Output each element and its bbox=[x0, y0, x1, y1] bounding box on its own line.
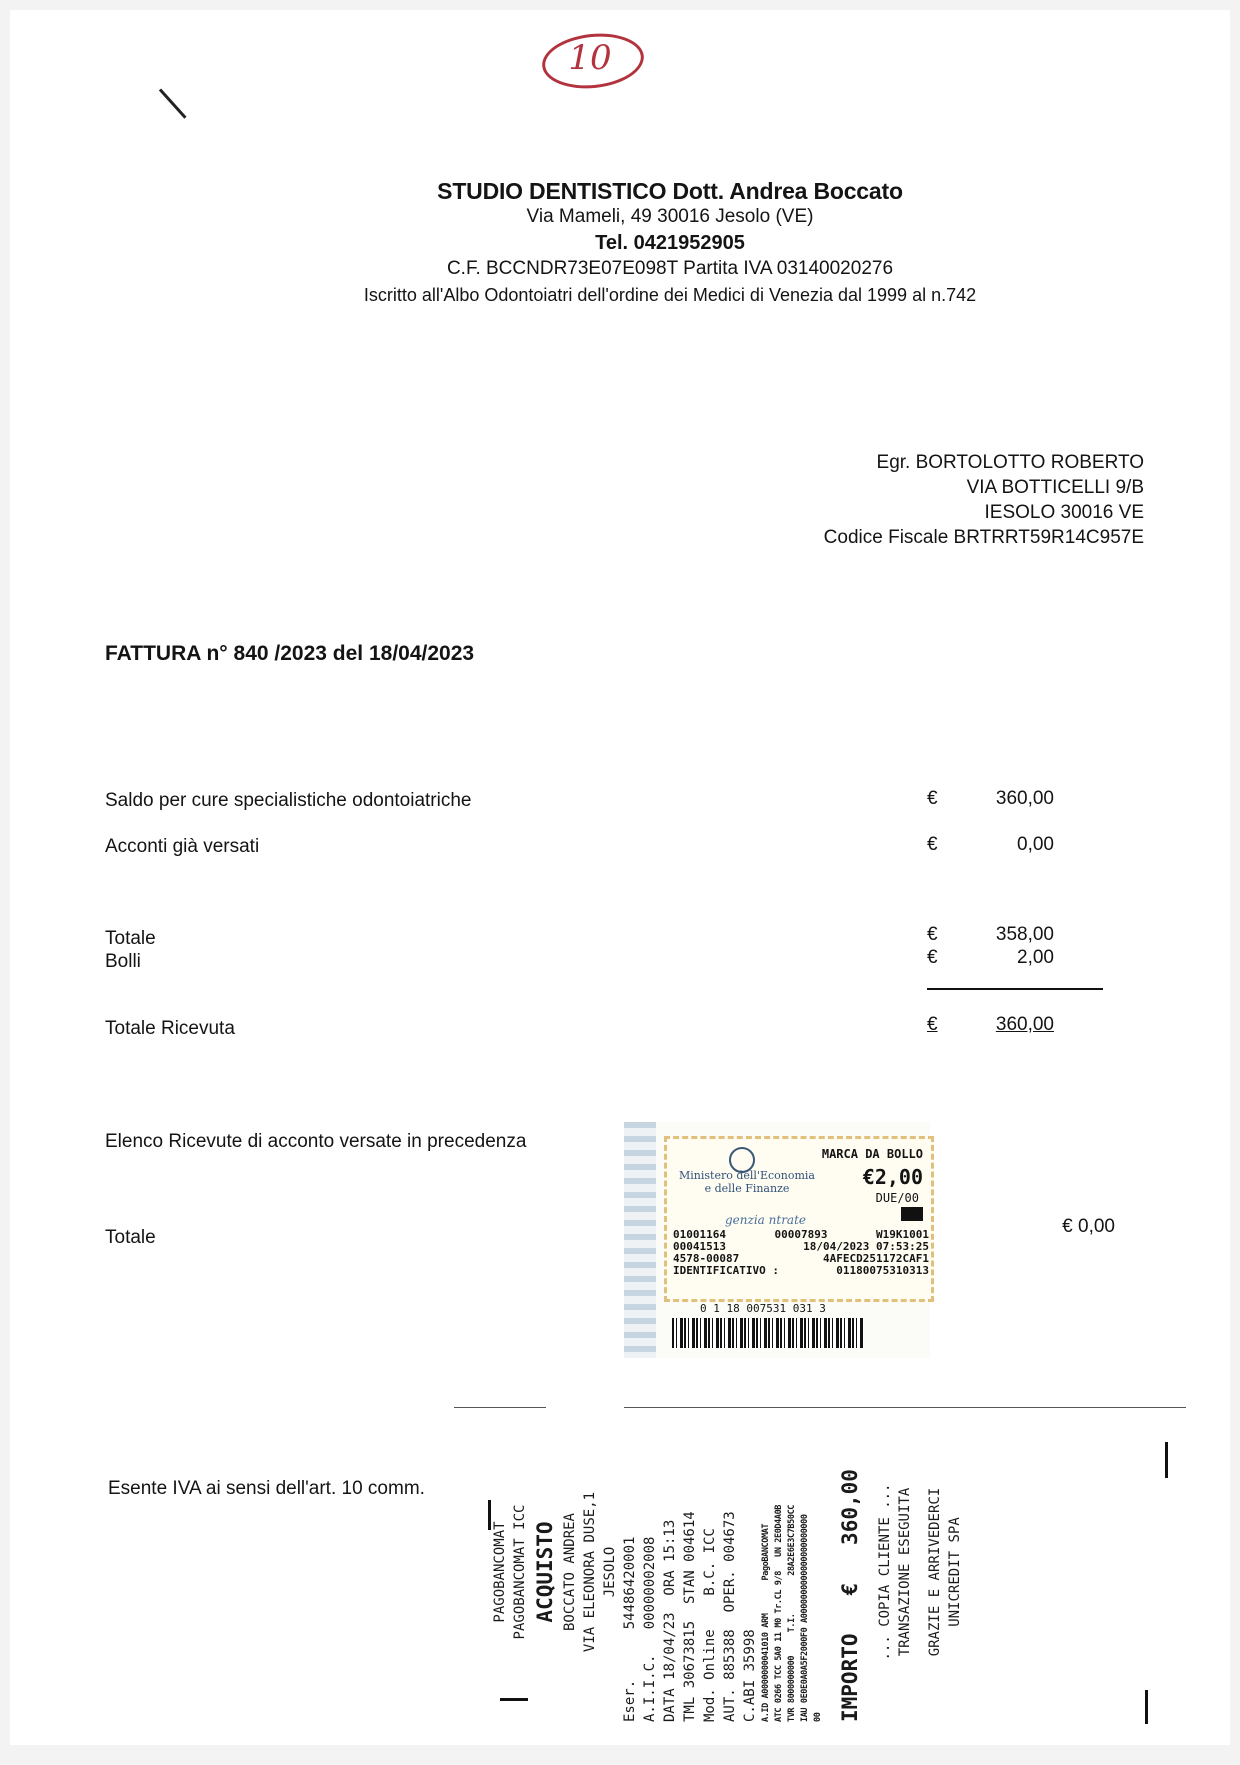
receipt-emv-line: A.ID A0000000041010 ARM PagoBANCOMAT bbox=[761, 1523, 771, 1722]
pen-mark bbox=[159, 88, 187, 118]
stamp-codes bbox=[673, 1229, 929, 1277]
deposits-label: Elenco Ricevute di acconto versate in precedenza bbox=[105, 1131, 527, 1152]
stamp-code: 00041513 bbox=[673, 1240, 726, 1253]
pos-receipt bbox=[490, 1422, 1170, 1722]
receipt-line: DATA 18/04/23 ORA 15:13 bbox=[662, 1519, 678, 1722]
receipt-line: TML 30673815 STAN 004614 bbox=[682, 1511, 698, 1722]
stamp-agency: genzia ntrate bbox=[725, 1213, 807, 1227]
stamp-code: IDENTIFICATIVO : bbox=[673, 1264, 779, 1277]
barcode-number: 0 1 18 007531 031 3 bbox=[700, 1302, 826, 1315]
receipt-heading: ACQUISTO bbox=[533, 1521, 557, 1623]
letterhead bbox=[10, 178, 1240, 308]
studio-registration: Iscritto all'Albo Odontoiatri dell'ordine dei Medici di Venezia dal 1999 al n.742 bbox=[363, 285, 977, 305]
receipt-emv-line: IAU 0E0E0A0A5F2000F0 A0000000000000000000000 bbox=[800, 1514, 810, 1722]
stamp-ministry: Ministero dell'Economia e delle Finanze bbox=[679, 1169, 815, 1195]
recipient-city: IESOLO 30016 VE bbox=[984, 502, 1144, 523]
invoice-page bbox=[10, 10, 1230, 1745]
stamp-code: 01001164 bbox=[673, 1228, 726, 1241]
receipt-bank: UNICREDIT SPA bbox=[947, 1517, 963, 1627]
receipt-amount-value: 360,00 bbox=[838, 1469, 862, 1545]
line-item-label: Acconti già versati bbox=[105, 836, 260, 857]
receipt-line: Mod. Online B.C. ICC bbox=[702, 1528, 718, 1722]
stamp-redaction-block bbox=[901, 1207, 923, 1221]
receipt-thanks: GRAZIE E ARRIVEDERCI bbox=[927, 1487, 943, 1657]
stamp-code: W19K1001 bbox=[876, 1228, 929, 1241]
bolli-label: Bolli bbox=[105, 951, 141, 972]
vat-exemption-note: Esente IVA ai sensi dell'art. 10 comm. bbox=[108, 1478, 425, 1499]
recipient-block bbox=[824, 450, 1144, 550]
receipt-line: C.ABI 35998 bbox=[742, 1629, 758, 1722]
divider-line bbox=[624, 1407, 1186, 1408]
stamp-code: 18/04/2023 07:53:25 bbox=[803, 1240, 929, 1253]
line-item-amount: 0,00 bbox=[1017, 834, 1054, 855]
receipt-line: PAGOBANCOMAT ICC bbox=[512, 1504, 528, 1640]
stamp-body bbox=[664, 1136, 934, 1302]
receipt-emv-line: TVR 8000000000 T.I. 28A2E6E3C7B50CC bbox=[787, 1504, 797, 1722]
barcode-icon bbox=[672, 1318, 864, 1348]
deposits-total-value: € 0,00 bbox=[1062, 1216, 1115, 1237]
bolli-currency: € bbox=[927, 947, 938, 968]
stamp-value-words: DUE/00 bbox=[875, 1191, 919, 1205]
totale-amount: 358,00 bbox=[995, 924, 1054, 945]
bolli-amount: 2,00 bbox=[1017, 947, 1054, 968]
invoice-title: FATTURA n° 840 /2023 del 18/04/2023 bbox=[105, 642, 475, 665]
receipt-emv-line: ATC 0266 TCC 5A0 11 M0 Tr.CL 9/8 UN 2E0D4A0B bbox=[774, 1504, 784, 1722]
line-item-label: Saldo per cure specialistiche odontoiatriche bbox=[105, 790, 472, 811]
recipient-tax-code: Codice Fiscale BRTRRT59R14C957E bbox=[823, 527, 1144, 548]
studio-address: Via Mameli, 49 30016 Jesolo (VE) bbox=[526, 206, 814, 227]
stamp-title: MARCA DA BOLLO bbox=[821, 1147, 923, 1161]
totale-ricevuta-currency: € bbox=[927, 1014, 938, 1035]
stamp-hologram-strip bbox=[624, 1122, 656, 1358]
stamp-code: 00007893 bbox=[774, 1228, 828, 1241]
receipt-amount-label: IMPORTO bbox=[838, 1633, 862, 1722]
receipt-line: AUT. 885388 OPER. 004673 bbox=[722, 1511, 738, 1722]
page-number-annotation bbox=[542, 30, 642, 94]
revenue-stamp bbox=[624, 1122, 930, 1358]
receipt-line: A.I.I.C. 00000002008 bbox=[642, 1536, 658, 1722]
receipt-line: PAGOBANCOMAT bbox=[492, 1521, 508, 1623]
totale-ricevuta-amount: 360,00 bbox=[995, 1014, 1054, 1035]
receipt-emv-line: 00 bbox=[813, 1712, 823, 1722]
receipt-amount-row bbox=[835, 1422, 865, 1722]
studio-tax-codes: C.F. BCCNDR73E07E098T Partita IVA 03140020276 bbox=[446, 258, 894, 279]
receipt-line: VIA ELEONORA DUSE,1 bbox=[582, 1491, 598, 1653]
line-item-currency: € bbox=[927, 834, 938, 855]
stamp-value: €2,00 bbox=[862, 1165, 923, 1189]
receipt-line: BOCCATO ANDREA bbox=[562, 1513, 578, 1632]
studio-name: STUDIO DENTISTICO Dott. Andrea Boccato bbox=[437, 178, 903, 204]
totale-label: Totale bbox=[105, 928, 156, 949]
stamp-code: 4AFECD251172CAF1 bbox=[823, 1252, 929, 1265]
stamp-code: 01180075310313 bbox=[836, 1264, 929, 1277]
sum-divider bbox=[927, 988, 1103, 990]
recipient-name: Egr. BORTOLOTTO ROBERTO bbox=[876, 452, 1144, 473]
receipt-line: JESOLO bbox=[602, 1546, 618, 1598]
line-item-amount: 360,00 bbox=[995, 788, 1054, 809]
deposits-total-label: Totale bbox=[105, 1227, 156, 1248]
receipt-line: Eser. 54486420001 bbox=[622, 1536, 638, 1722]
receipt-amount-currency: € bbox=[838, 1582, 862, 1596]
line-item-currency: € bbox=[927, 788, 938, 809]
totale-ricevuta-label: Totale Ricevuta bbox=[105, 1018, 235, 1039]
page-number: 10 bbox=[568, 38, 612, 78]
totale-currency: € bbox=[927, 924, 938, 945]
receipt-copy-line: ... COPIA CLIENTE ... bbox=[877, 1483, 893, 1661]
pos-receipt-rotated bbox=[490, 1422, 1170, 1722]
studio-phone: Tel. 0421952905 bbox=[595, 232, 745, 254]
stamp-code: 4578-00087 bbox=[673, 1252, 740, 1265]
divider-line bbox=[454, 1407, 546, 1408]
receipt-status-line: TRANSAZIONE ESEGUITA bbox=[897, 1487, 913, 1657]
recipient-street: VIA BOTTICELLI 9/B bbox=[966, 477, 1144, 498]
